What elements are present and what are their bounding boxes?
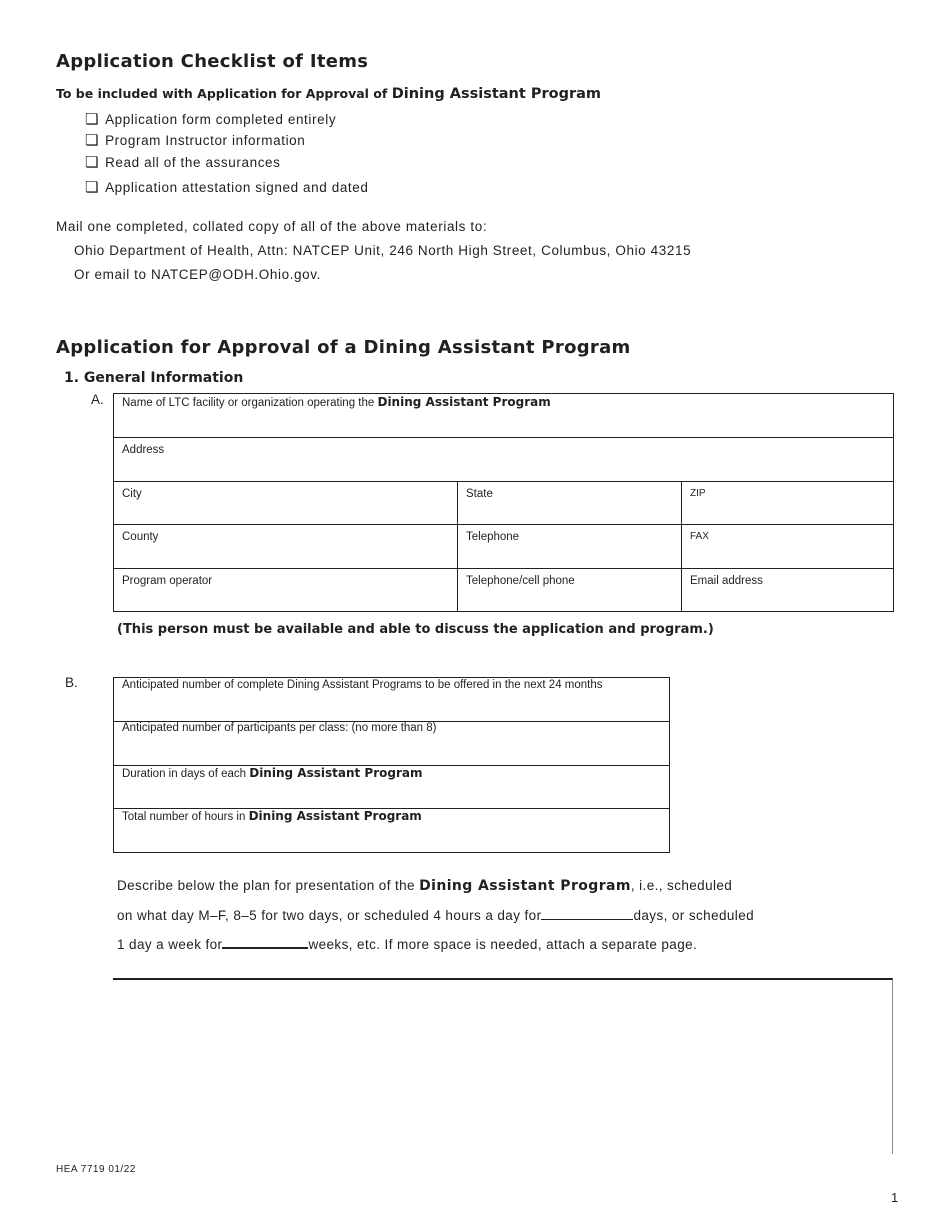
checklist-subtitle-prefix: To be included with Application for Approval of [56,86,388,101]
city-field[interactable] [114,481,457,524]
state-label: State [466,488,493,500]
describe-text: 1 day a week for [117,937,223,952]
zip-label: ZIP [690,488,706,499]
facility-name-label: Name of LTC facility or organization operating the [122,397,375,409]
days-blank-input[interactable] [541,907,633,920]
fax-label: FAX [690,531,709,542]
duration-days-program: Dining Assistant Program [249,766,423,780]
total-hours-program: Dining Assistant Program [248,809,422,823]
describe-text: days, or scheduled [633,908,755,923]
address-label: Address [122,444,165,456]
total-hours-field[interactable] [114,808,669,852]
part-b-label: B. [65,675,78,690]
weeks-blank-input[interactable] [222,935,308,949]
checklist-item[interactable] [85,153,281,171]
describe-line-1 [117,878,732,894]
checkbox-icon[interactable]: ❏ [85,132,100,149]
checkbox-icon[interactable]: ❏ [85,111,100,128]
duration-days-label: Duration in days of each [122,768,247,780]
telephone-field[interactable] [458,524,681,568]
describe-text: weeks, etc. If more space is needed, attach a separate page. [308,937,698,952]
checklist-item-label: Read all of the assurances [105,155,281,170]
mailing-intro: Mail one completed, collated copy of all of the above materials to: [56,219,488,234]
describe-program: Dining Assistant Program [419,878,631,894]
total-hours-label: Total number of hours in [122,811,246,823]
describe-text: , i.e., scheduled [630,878,733,893]
checklist-item-label: Application form completed entirely [105,112,337,127]
anticipated-programs-field[interactable] [114,678,669,721]
email-field[interactable] [682,568,893,611]
telephone-cell-label: Telephone/cell phone [466,575,575,587]
operator-availability-note: (This person must be available and able to discuss the application and program.) [117,622,714,637]
checklist-item[interactable] [85,131,305,149]
checklist-item-label: Application attestation signed and dated [105,180,369,195]
mailing-address: Ohio Department of Health, Attn: NATCEP Unit, 246 North High Street, Columbus, Ohio 43215 [74,243,692,258]
application-title: Application for Approval of a Dining Assistant Program [56,337,631,358]
checkbox-icon[interactable]: ❏ [85,179,100,196]
facility-name-field[interactable] [114,394,893,437]
describe-text: on what day M–F, 8–5 for two days, or scheduled 4 hours a day for [117,908,542,923]
mailing-email: Or email to NATCEP@ODH.Ohio.gov. [74,267,321,282]
describe-text: Describe below the plan for presentation of the [117,878,415,893]
email-label: Email address [690,575,763,587]
program-details-table [113,677,670,853]
part-a-label: A. [91,392,104,407]
checklist-item[interactable] [85,110,336,128]
general-info-table [113,393,894,612]
telephone-label: Telephone [466,531,520,543]
checklist-title: Application Checklist of Items [56,51,369,72]
address-field[interactable] [114,437,893,481]
page-number: 1 [891,1190,899,1205]
zip-field[interactable] [682,481,893,524]
telephone-cell-field[interactable] [458,568,681,611]
checklist-subtitle-program: Dining Assistant Program [391,86,602,102]
county-field[interactable] [114,524,457,568]
describe-line-2 [117,907,754,923]
fax-field[interactable] [682,524,893,568]
checklist-item[interactable] [85,178,369,196]
anticipated-participants-label: Anticipated number of participants per class: (no more than 8) [122,722,437,734]
plan-description-area[interactable] [113,978,893,1154]
describe-line-3 [117,935,697,952]
program-operator-label: Program operator [122,575,213,587]
section-general-information: 1. General Information [64,370,244,386]
anticipated-participants-field[interactable] [114,721,669,765]
checklist-subtitle [56,86,601,102]
form-id: HEA 7719 01/22 [56,1164,136,1175]
checklist-item-label: Program Instructor information [105,133,306,148]
state-field[interactable] [458,481,681,524]
duration-days-field[interactable] [114,765,669,808]
program-operator-field[interactable] [114,568,457,611]
anticipated-programs-label: Anticipated number of complete Dining Assistant Programs to be offered in the next 24 months [122,679,603,691]
county-label: County [122,531,159,543]
facility-name-program: Dining Assistant Program [377,395,551,409]
checkbox-icon[interactable]: ❏ [85,154,100,171]
city-label: City [122,488,142,500]
